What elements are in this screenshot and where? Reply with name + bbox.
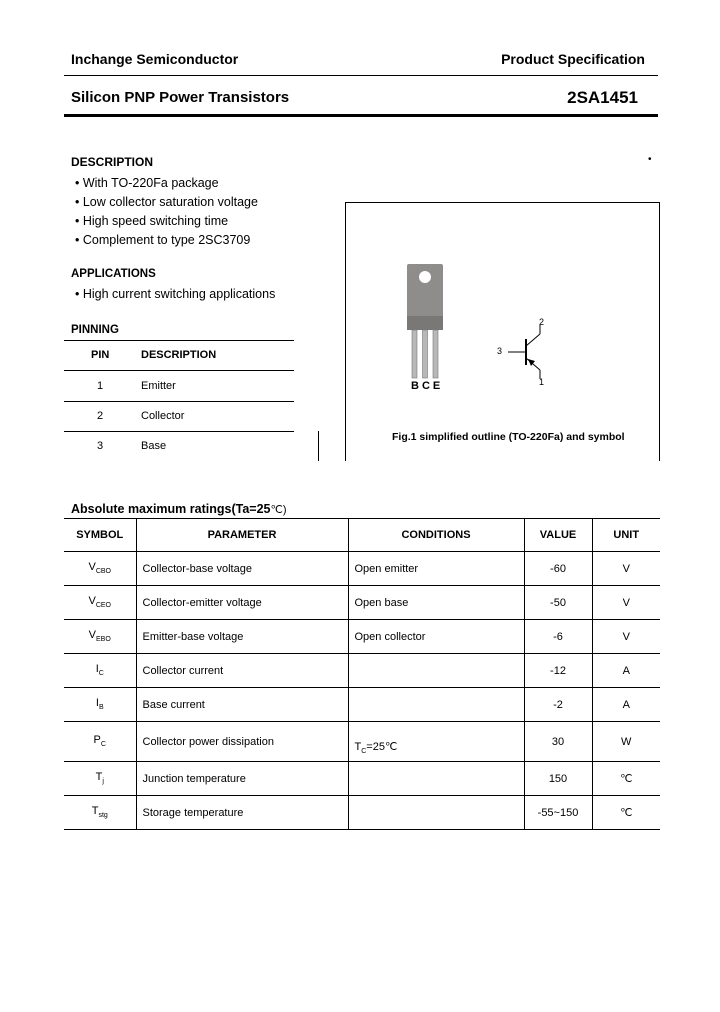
description-list bbox=[75, 174, 258, 250]
symbol-cell: $V_{EBO}$ bbox=[64, 620, 136, 654]
pin-number: 1 bbox=[97, 380, 104, 392]
value-cell: -60 bbox=[524, 552, 592, 586]
dot-marker: • bbox=[648, 154, 652, 165]
pinning-rule bbox=[64, 401, 294, 402]
symbol-cell: $T_j$ bbox=[64, 762, 136, 796]
col-header-parameter: PARAMETER bbox=[136, 519, 348, 552]
package-outline-image bbox=[400, 258, 450, 380]
applications-heading: APPLICATIONS bbox=[71, 268, 156, 280]
table-row bbox=[64, 654, 660, 688]
pin-number: 3 bbox=[97, 440, 104, 452]
pin-description: Emitter bbox=[141, 380, 176, 392]
symbol-pin-3: 3 bbox=[497, 346, 503, 356]
pinning-rule bbox=[64, 370, 294, 371]
doc-type: Product Specification bbox=[501, 51, 645, 67]
value-cell: -6 bbox=[524, 620, 592, 654]
table-row bbox=[64, 552, 660, 586]
lead-collector bbox=[423, 330, 428, 378]
applications-list bbox=[75, 287, 275, 301]
value-cell: -2 bbox=[524, 688, 592, 722]
figure-caption: Fig.1 simplified outline (TO-220Fa) and symbol bbox=[392, 431, 625, 443]
symbol-pin-1: 1 bbox=[539, 377, 545, 387]
value-cell: -55~150 bbox=[524, 796, 592, 830]
parameter-cell: Collector-emitter voltage bbox=[136, 586, 348, 620]
table-header-row bbox=[64, 519, 660, 552]
lead-emitter bbox=[433, 330, 438, 378]
table-row bbox=[64, 722, 660, 762]
col-header-symbol: SYMBOL bbox=[64, 519, 136, 552]
company-name: Inchange Semiconductor bbox=[71, 51, 239, 67]
product-line: Silicon PNP Power Transistors bbox=[71, 89, 290, 106]
col-header-unit: UNIT bbox=[592, 519, 660, 552]
unit-cell: W bbox=[592, 722, 660, 762]
table-row bbox=[64, 762, 660, 796]
table-row bbox=[64, 796, 660, 830]
parameter-cell: Collector-base voltage bbox=[136, 552, 348, 586]
pinning-right-border bbox=[318, 431, 319, 461]
parameter-cell: Junction temperature bbox=[136, 762, 348, 796]
unit-cell: V bbox=[592, 620, 660, 654]
symbol-cell: $V_{CBO}$ bbox=[64, 552, 136, 586]
symbol-cell: $T_{stg}$ bbox=[64, 796, 136, 830]
header-rule-thick bbox=[64, 114, 658, 117]
unit-cell: ℃ bbox=[592, 762, 660, 796]
symbol-cell: $I_C$ bbox=[64, 654, 136, 688]
symbol-cell: $I_B$ bbox=[64, 688, 136, 722]
condition-cell: Open base bbox=[348, 586, 524, 620]
pin-number: 2 bbox=[97, 410, 104, 422]
lead-base bbox=[412, 330, 417, 378]
symbol-cell: $P_C$ bbox=[64, 722, 136, 762]
emitter-line bbox=[526, 358, 540, 370]
pin-description: Base bbox=[141, 440, 167, 452]
list-item: • High current switching applications bbox=[75, 287, 276, 301]
value-cell: -12 bbox=[524, 654, 592, 688]
condition-cell: $T_C=25℃$ bbox=[348, 722, 524, 762]
condition-cell bbox=[348, 796, 524, 830]
mounting-hole bbox=[419, 271, 431, 283]
parameter-cell: Storage temperature bbox=[136, 796, 348, 830]
pinning-rule bbox=[64, 431, 294, 432]
parameter-cell: Collector power dissipation bbox=[136, 722, 348, 762]
pinning-heading: PINNING bbox=[71, 324, 119, 336]
pin-description: Collector bbox=[141, 410, 185, 422]
symbol-cell: $V_{CEO}$ bbox=[64, 586, 136, 620]
unit-cell: A bbox=[592, 688, 660, 722]
condition-cell: Open emitter bbox=[348, 552, 524, 586]
pinning-col-pin: PIN bbox=[91, 349, 110, 361]
condition-cell bbox=[348, 688, 524, 722]
condition-cell bbox=[348, 654, 524, 688]
value-cell: -50 bbox=[524, 586, 592, 620]
collector-line bbox=[526, 334, 540, 346]
parameter-cell: Collector current bbox=[136, 654, 348, 688]
package-base bbox=[407, 316, 443, 330]
condition-cell: Open collector bbox=[348, 620, 524, 654]
unit-cell: V bbox=[592, 552, 660, 586]
table-row bbox=[64, 620, 660, 654]
list-item: • Complement to type 2SC3709 bbox=[75, 233, 251, 247]
ratings-heading: Absolute maximum ratings(Ta=25℃) bbox=[71, 502, 287, 516]
table-row bbox=[64, 688, 660, 722]
parameter-cell: Emitter-base voltage bbox=[136, 620, 348, 654]
pinning-rule bbox=[64, 340, 294, 341]
header-rule-thin bbox=[64, 75, 658, 76]
ratings-table bbox=[64, 518, 660, 830]
value-cell: 30 bbox=[524, 722, 592, 762]
parameter-cell: Base current bbox=[136, 688, 348, 722]
package-pin-letters: BCE bbox=[411, 380, 444, 392]
value-cell: 150 bbox=[524, 762, 592, 796]
col-header-conditions: CONDITIONS bbox=[348, 519, 524, 552]
description-heading: DESCRIPTION bbox=[71, 155, 154, 169]
part-number: 2SA1451 bbox=[567, 88, 638, 107]
unit-cell: ℃ bbox=[592, 796, 660, 830]
unit-cell: A bbox=[592, 654, 660, 688]
pinning-col-desc: DESCRIPTION bbox=[141, 349, 217, 361]
list-item: • With TO-220Fa package bbox=[75, 176, 219, 190]
symbol-pin-2: 2 bbox=[539, 317, 545, 327]
list-item: • High speed switching time bbox=[75, 214, 229, 228]
table-row bbox=[64, 586, 660, 620]
list-item: • Low collector saturation voltage bbox=[75, 195, 258, 209]
condition-cell bbox=[348, 762, 524, 796]
col-header-value: VALUE bbox=[524, 519, 592, 552]
unit-cell: V bbox=[592, 586, 660, 620]
